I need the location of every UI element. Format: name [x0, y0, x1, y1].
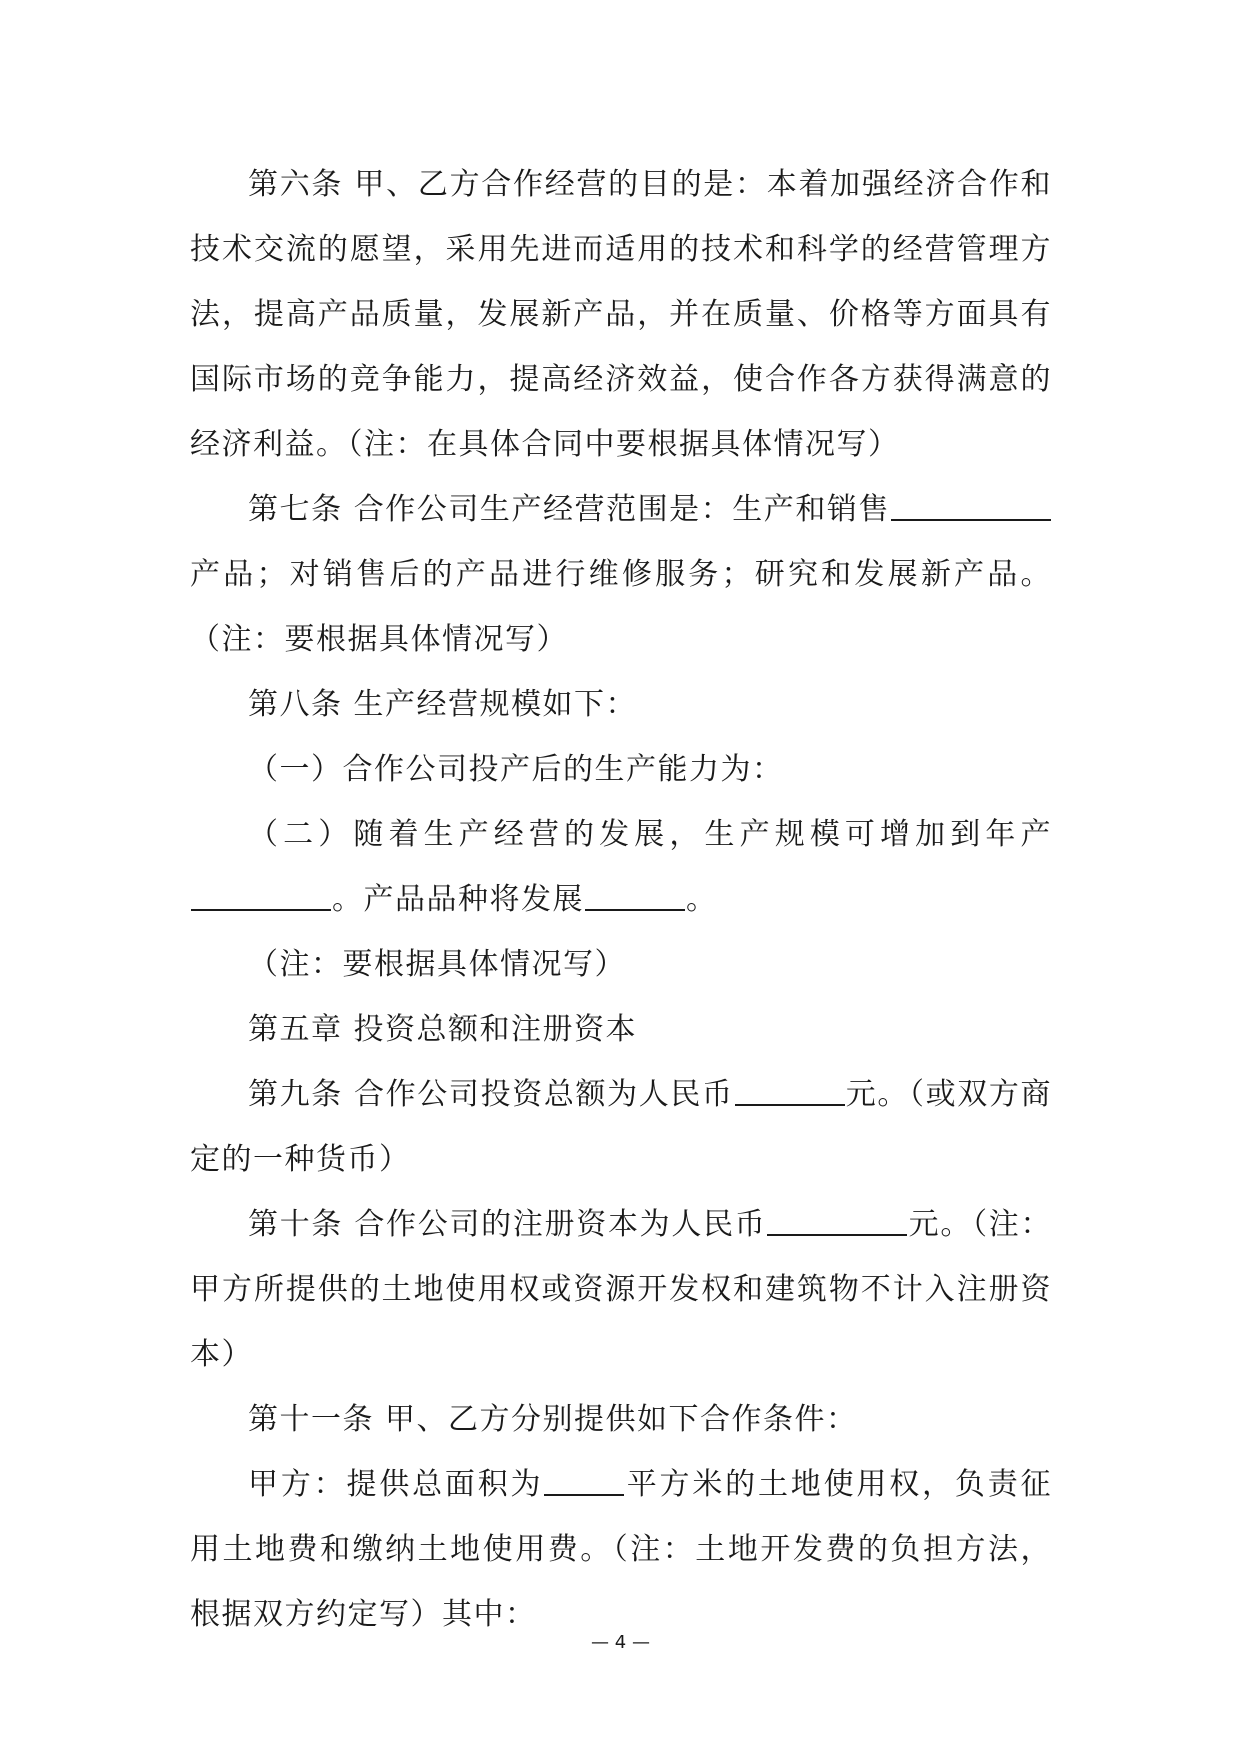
article-7-text-start: 第七条 合作公司生产经营范围是：生产和销售 [248, 492, 890, 527]
registered-capital-blank [767, 1204, 907, 1236]
article-9-text-start: 第九条 合作公司投资总额为人民币 [248, 1077, 734, 1112]
article-8-item-2-text-c: 。 [686, 882, 718, 917]
note-paragraph [190, 932, 1052, 997]
article-11-paragraph [190, 1387, 1052, 1452]
article-8-text: 第八条 生产经营规模如下： [248, 687, 638, 722]
article-8-item-2 [190, 802, 1052, 932]
total-investment-blank [735, 1074, 845, 1106]
article-9-text-end: 元。（或双方商定的一种货币） [190, 1077, 1052, 1177]
article-10-text-start: 第十条 合作公司的注册资本为人民币 [248, 1207, 767, 1242]
article-6-text: 第六条 甲、乙方合作经营的目的是：本着加强经济合作和技术交流的愿望，采用先进而适用的技术和科学的经营管理方法，提高产品质量，发展新产品，并在质量、价格等方面具有国际市场的竞争能力，提高经济效益，使合作各方获得满意的经济利益。（注：在具体合同中要根据具体情况写） [190, 167, 1052, 462]
chapter-5-text: 第五章 投资总额和注册资本 [248, 1012, 638, 1047]
document-body [190, 152, 1052, 1647]
article-8-paragraph [190, 672, 1052, 737]
article-8-item-2-text-b: 。产品品种将发展 [332, 882, 584, 917]
article-10-paragraph [190, 1192, 1052, 1387]
note-text: （注：要根据具体情况写） [248, 947, 626, 982]
party-a-text-start: 甲方：提供总面积为 [248, 1467, 544, 1502]
chapter-5-heading [190, 997, 1052, 1062]
article-7-text-end: 产品；对销售后的产品进行维修服务；研究和发展新产品。（注：要根据具体情况写） [190, 557, 1052, 657]
party-a-paragraph [190, 1452, 1052, 1647]
party-a-text-end: 平方米的土地使用权，负责征用土地费和缴纳土地使用费。（注：土地开发费的负担方法，根据双方约定写）其中： [190, 1467, 1053, 1632]
article-6-paragraph [190, 152, 1052, 477]
article-11-text: 第十一条 甲、乙方分别提供如下合作条件： [248, 1402, 858, 1437]
article-7-paragraph [190, 477, 1052, 672]
annual-output-blank [191, 879, 331, 911]
article-8-item-1 [190, 737, 1052, 802]
product-variety-blank [585, 879, 685, 911]
article-8-item-2-text-a: （二）随着生产经营的发展，生产规模可增加到年产 [248, 817, 1052, 852]
page-number: — 4 — [591, 1632, 650, 1653]
article-8-item-1-text: （一）合作公司投产后的生产能力为： [248, 752, 784, 787]
article-10-text-end: 元。（注：甲方所提供的土地使用权或资源开发权和建筑物不计入注册资本） [190, 1207, 1052, 1372]
product-name-blank [891, 489, 1051, 521]
article-9-paragraph [190, 1062, 1052, 1192]
land-area-blank [544, 1464, 624, 1496]
